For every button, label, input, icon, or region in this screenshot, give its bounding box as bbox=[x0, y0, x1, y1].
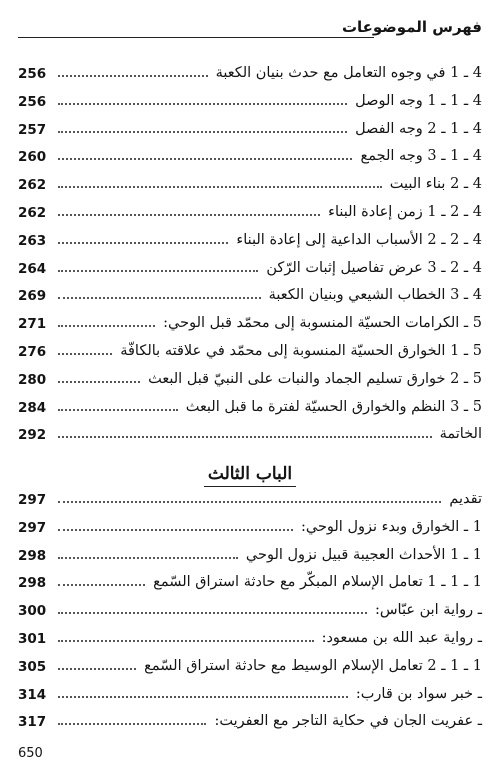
toc-page-number: 298 bbox=[18, 575, 47, 592]
toc-page-number: 280 bbox=[18, 371, 47, 388]
toc-list-top bbox=[18, 61, 482, 450]
toc-entry-title: 5 ـ 3 النظم والخوارق الحسيّة لفترة ما قبل البعث bbox=[185, 398, 482, 415]
toc-page-number: 257 bbox=[18, 121, 47, 138]
toc-entry-title: 5 ـ 2 خوارق تسليم الجماد والنبات على النبيّ قبل البعث bbox=[148, 370, 482, 387]
toc-entry-title: تقديم bbox=[449, 491, 482, 507]
toc-entry bbox=[18, 311, 482, 339]
toc-entry bbox=[18, 598, 482, 626]
toc-leader-dots bbox=[58, 557, 238, 559]
toc-entry bbox=[18, 515, 482, 543]
toc-page-number: 284 bbox=[18, 399, 47, 416]
toc-leader-dots bbox=[58, 158, 352, 160]
page-header bbox=[18, 18, 482, 48]
toc-leader-dots bbox=[58, 640, 314, 642]
toc-leader-dots bbox=[58, 186, 382, 188]
toc-page-number: 276 bbox=[18, 343, 47, 360]
toc-entry bbox=[18, 395, 482, 423]
toc-page-number: 264 bbox=[18, 260, 47, 277]
toc-page-number: 314 bbox=[18, 686, 47, 703]
toc-page-number: 262 bbox=[18, 204, 47, 221]
toc-entry bbox=[18, 228, 482, 256]
toc-leader-dots bbox=[58, 353, 112, 355]
toc-entry-title: 4 ـ 1 ـ 2 وجه الفصل bbox=[355, 120, 482, 137]
toc-page-number: 269 bbox=[18, 288, 47, 305]
toc-entry-title: 4 ـ 1 ـ 1 وجه الوصل bbox=[355, 92, 482, 109]
toc-leader-dots bbox=[58, 584, 145, 586]
section-title bbox=[0, 464, 500, 484]
toc-entry-title: 1 ـ 1 الأحداث العجيبة قبيل نزول الوحي bbox=[245, 546, 482, 563]
toc-entry bbox=[18, 61, 482, 89]
toc-leader-dots bbox=[58, 409, 178, 411]
toc-page-number: 301 bbox=[18, 630, 47, 647]
toc-entry-title: 4 ـ 2 ـ 2 الأسباب الداعية إلى إعادة البناء bbox=[236, 231, 482, 248]
toc-entry-title: 4 ـ 1 ـ 3 وجه الجمع bbox=[360, 148, 482, 165]
toc-page-number: 256 bbox=[18, 93, 47, 110]
toc-page-number: 260 bbox=[18, 149, 47, 166]
toc-leader-dots bbox=[58, 723, 206, 725]
toc-page-number: 305 bbox=[18, 658, 47, 675]
toc-leader-dots bbox=[58, 242, 228, 244]
section-title-text: الباب الثالث bbox=[204, 464, 296, 487]
toc-entry-title: 4 ـ 1 في وجوه التعامل مع حدث بنيان الكعبة bbox=[215, 65, 482, 81]
toc-leader-dots bbox=[58, 696, 348, 698]
toc-entry-title: 5 ـ 1 الخوارق الحسيّة المنسوبة إلى محمّد في علاقته بالكافّة bbox=[120, 342, 482, 359]
toc-leader-dots bbox=[58, 436, 432, 438]
toc-entry bbox=[18, 117, 482, 145]
toc-entry bbox=[18, 200, 482, 228]
toc-entry bbox=[18, 570, 482, 598]
toc-entry bbox=[18, 367, 482, 395]
toc-leader-dots bbox=[58, 668, 136, 670]
toc-leader-dots bbox=[58, 529, 293, 531]
toc-page-number: 256 bbox=[18, 66, 47, 82]
toc-leader-dots bbox=[58, 75, 208, 77]
toc-page-number: 300 bbox=[18, 603, 47, 620]
toc-entry-title: ـ خبر سواد بن قارب: bbox=[355, 685, 482, 702]
toc-entry-title: الخاتمة bbox=[439, 426, 482, 443]
toc-entry-title: ـ رواية عبد الله بن مسعود: bbox=[321, 629, 482, 646]
toc-entry bbox=[18, 283, 482, 311]
toc-leader-dots bbox=[58, 612, 367, 614]
toc-entry-title: 1 ـ الخوارق وبدء نزول الوحي: bbox=[300, 518, 482, 535]
toc-entry bbox=[18, 543, 482, 571]
toc-leader-dots bbox=[58, 381, 140, 383]
header-title: فهرس الموضوعات bbox=[341, 18, 482, 36]
toc-entry-title: 1 ـ 1 ـ 1 تعامل الإسلام المبكّر مع حادثة استراق السّمع bbox=[153, 574, 482, 591]
toc-entry bbox=[18, 626, 482, 654]
toc-entry-title: 4 ـ 2 ـ 3 عرض تفاصيل إثبات الرّكن bbox=[266, 259, 482, 276]
toc-entry-title: 4 ـ 3 الخطاب الشيعي وبنيان الكعبة bbox=[268, 287, 482, 304]
toc-page-number: 292 bbox=[18, 427, 47, 444]
toc-leader-dots bbox=[58, 325, 155, 327]
toc-page-number: 271 bbox=[18, 316, 47, 333]
toc-leader-dots bbox=[58, 270, 258, 272]
toc-entry-title: 5 ـ الكرامات الحسيّة المنسوبة إلى محمّد قبل الوحي: bbox=[163, 315, 482, 332]
toc-leader-dots bbox=[58, 214, 320, 216]
header-rule bbox=[18, 37, 374, 38]
toc-page-number: 263 bbox=[18, 232, 47, 249]
toc-entry-title: ـ رواية ابن عبّاس: bbox=[374, 602, 482, 619]
toc-entry bbox=[18, 487, 482, 515]
toc-leader-dots bbox=[58, 131, 347, 133]
page-number: 650 bbox=[18, 746, 43, 761]
toc-entry bbox=[18, 256, 482, 284]
toc-entry-title: 4 ـ 2 بناء البيت bbox=[389, 176, 482, 193]
toc-leader-dots bbox=[58, 501, 441, 503]
toc-page-number: 298 bbox=[18, 547, 47, 564]
toc-page-number: 297 bbox=[18, 492, 47, 508]
toc-entry-title: 1 ـ 1 ـ 2 تعامل الإسلام الوسيط مع حادثة استراق السّمع bbox=[144, 657, 482, 674]
toc-list-bottom bbox=[18, 487, 482, 737]
toc-entry-title: 4 ـ 2 ـ 1 زمن إعادة البناء bbox=[328, 203, 482, 220]
toc-entry bbox=[18, 654, 482, 682]
toc-entry bbox=[18, 89, 482, 117]
toc-leader-dots bbox=[58, 103, 347, 105]
toc-page-number: 262 bbox=[18, 177, 47, 194]
toc-entry bbox=[18, 339, 482, 367]
toc-entry bbox=[18, 144, 482, 172]
toc-entry bbox=[18, 709, 482, 737]
toc-entry bbox=[18, 172, 482, 200]
toc-entry-title: ـ عفريت الجان في حكاية التاجر مع العفريت: bbox=[214, 713, 482, 730]
toc-page-number: 317 bbox=[18, 714, 47, 731]
toc-leader-dots bbox=[58, 297, 261, 299]
toc-entry bbox=[18, 682, 482, 710]
toc-entry bbox=[18, 422, 482, 450]
toc-page-number: 297 bbox=[18, 519, 47, 536]
